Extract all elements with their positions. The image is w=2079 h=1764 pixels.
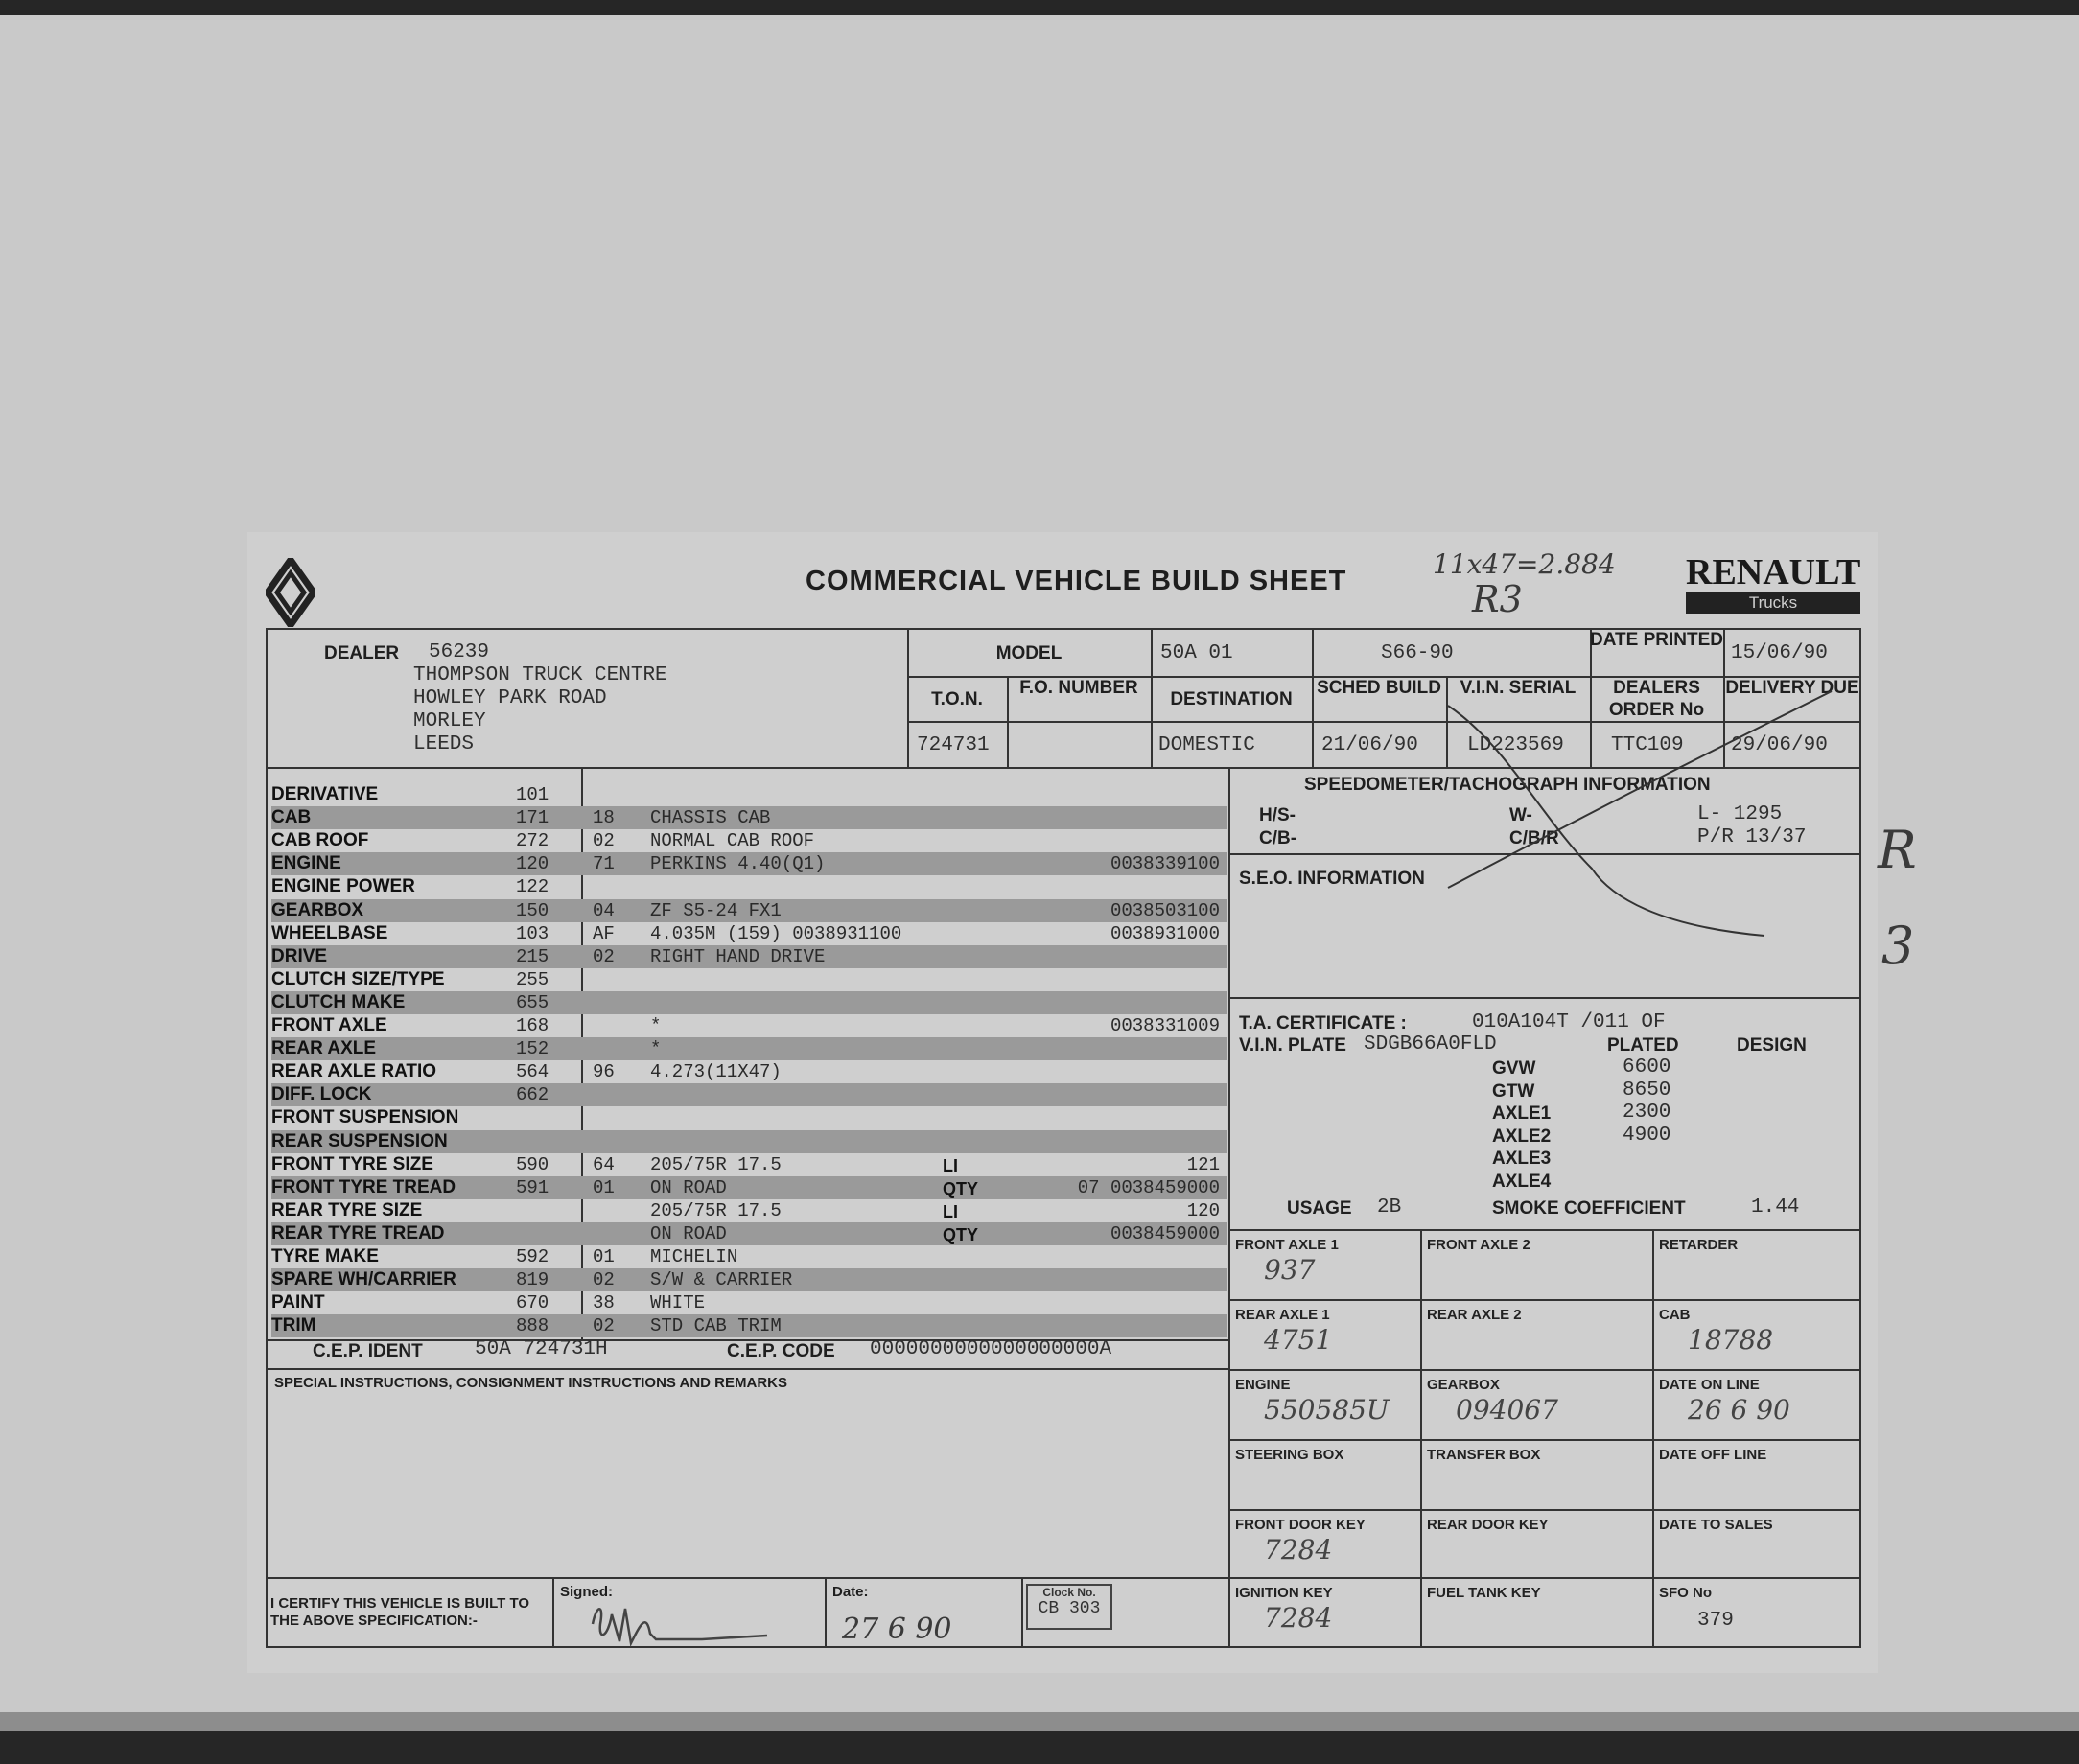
usage-label: USAGE [1287,1198,1352,1219]
spec-code: 120 [516,853,549,874]
spec-description: * [650,1015,662,1036]
smoke-coefficient-value: 1.44 [1751,1196,1800,1219]
spec-qty-label: QTY [943,1179,979,1198]
spec-row [271,1037,1227,1060]
spec-name: PAINT [271,1292,325,1312]
serial-grid-rule [1228,1299,1861,1301]
certify-top-rule [266,1577,1228,1579]
serial-cell-value: 379 [1697,1610,1734,1632]
dealer-line-1: THOMPSON TRUCK CENTRE [413,664,667,686]
spec-description: PERKINS 4.40(Q1) [650,853,826,874]
spec-description: MICHELIN [650,1246,738,1267]
spec-option: 01 [593,1246,615,1267]
model-label: MODEL [995,643,1063,663]
signed-date-value: 27 6 90 [842,1613,952,1646]
spec-row [271,829,1227,852]
spec-option: 71 [593,853,615,874]
speedo-pr: P/R 13/37 [1697,826,1807,848]
spec-name: ENGINE [271,853,341,873]
spec-description: 205/75R 17.5 [650,1154,782,1175]
spec-part-number: 0038459000 [1110,1223,1220,1244]
sched-build-value: 21/06/90 [1321,734,1418,756]
spec-code: 590 [516,1154,549,1175]
spec-row [271,1314,1227,1337]
cep-ident-value: 50A 724731H [475,1338,608,1360]
spec-name: GEARBOX [271,900,364,920]
spec-description: ZF S5-24 FX1 [650,900,782,921]
spec-code: 888 [516,1315,549,1336]
spec-code: 171 [516,807,549,828]
brand-name: RENAULT [1686,552,1861,592]
serial-cell-value: 094067 [1456,1394,1558,1426]
margin-note-3: 3 [1881,916,1915,976]
spec-name: DIFF. LOCK [271,1084,372,1104]
ta-weight-label: AXLE2 [1492,1126,1552,1147]
spec-right-divider [1228,767,1230,1648]
ta-weight-value: 6600 [1623,1056,1671,1079]
spec-row [271,875,1227,898]
spec-option: AF [593,923,615,944]
serial-cell-label: IGNITION KEY [1235,1585,1333,1601]
spec-row [271,1199,1227,1222]
spec-code: 819 [516,1269,549,1290]
signed-label: Signed: [560,1584,613,1600]
spec-row [271,922,1227,945]
spec-qty-label: LI [943,1156,958,1175]
spec-part-number: 0038931000 [1110,923,1220,944]
date-label: Date: [832,1584,869,1600]
scan-bottom-border [0,1731,2079,1764]
spec-row [271,783,1227,806]
vin-serial-value: LD223569 [1467,734,1564,756]
dealers-order-value: TTC109 [1611,734,1684,756]
handwritten-r3-note: R3 [1472,578,1523,620]
spec-description: 4.035M (159) 0038931100 [650,923,902,944]
serial-cell-label: REAR DOOR KEY [1427,1517,1549,1533]
ta-weight-value: 2300 [1623,1102,1671,1124]
sched-build-label: SCHED BUILD [1317,678,1441,698]
spec-part-number: 0038339100 [1110,853,1220,874]
spec-code: 103 [516,923,549,944]
spec-option: 96 [593,1061,615,1082]
ta-weight-value: 4900 [1623,1125,1671,1147]
serial-cell-label: FRONT AXLE 2 [1427,1237,1530,1253]
cep-ident-label: C.E.P. IDENT [313,1341,423,1361]
spec-name: DERIVATIVE [271,784,379,804]
spec-option: 18 [593,807,615,828]
clock-stamp [1026,1584,1112,1630]
spec-description: 205/75R 17.5 [650,1200,782,1221]
spec-row [271,1130,1227,1153]
serial-cell-label: DATE OFF LINE [1659,1447,1767,1463]
serial-cell-label: ENGINE [1235,1377,1291,1393]
ta-weight-label: AXLE1 [1492,1103,1552,1124]
spec-code: 564 [516,1061,549,1082]
spec-part-number: 121 [1186,1154,1220,1175]
spec-name: FRONT AXLE [271,1015,387,1035]
special-instructions-label: SPECIAL INSTRUCTIONS, CONSIGNMENT INSTRUCTIONS AND REMARKS [274,1375,788,1391]
ton-label: T.O.N. [931,689,983,709]
dealer-line-4: LEEDS [413,733,475,755]
destination-label: DESTINATION [1170,689,1293,709]
serial-cell-value: 18788 [1688,1324,1774,1356]
ta-certificate-label: T.A. CERTIFICATE : [1239,1013,1407,1033]
spec-part-number: 07 0038459000 [1077,1177,1220,1198]
vin-serial-label: V.I.N. SERIAL [1460,678,1577,698]
spec-option: 02 [593,1269,615,1290]
serial-grid-rule [1228,1439,1861,1441]
certify-text: I CERTIFY THIS VEHICLE IS BUILT TO THE ABOVE SPECIFICATION:- [270,1595,530,1629]
spec-name: REAR TYRE TREAD [271,1223,445,1243]
speedo-hs: H/S- [1259,805,1296,825]
spec-row [271,1106,1227,1129]
serial-cell-label: DATE TO SALES [1659,1517,1773,1533]
serial-cell-label: STEERING BOX [1235,1447,1344,1463]
spec-code: 670 [516,1292,549,1313]
spec-description: * [650,1038,662,1059]
scan-bottom-shadow [0,1712,2079,1731]
cep-code-value: 0000000000000000000A [870,1338,1112,1360]
clock-stamp-value: CB 303 [1038,1599,1101,1618]
serial-grid-divider [1652,1229,1654,1648]
ta-top-rule [1228,997,1861,999]
ta-weight-label: AXLE4 [1492,1172,1552,1192]
serial-cell-value: 550585U [1264,1394,1390,1426]
cep-code-label: C.E.P. CODE [727,1341,835,1361]
smoke-coefficient-label: SMOKE COEFFICIENT [1492,1198,1686,1219]
spec-description: CHASSIS CAB [650,807,771,828]
spec-part-number: 0038503100 [1110,900,1220,921]
spec-code: 272 [516,830,549,851]
ton-value: 724731 [917,734,990,756]
speedo-cb: C/B- [1259,828,1297,848]
spec-description: WHITE [650,1292,706,1313]
spec-name: FRONT TYRE TREAD [271,1177,456,1197]
spec-row [271,1222,1227,1245]
dealer-line-3: MORLEY [413,710,486,732]
spec-part-number: 0038331009 [1110,1015,1220,1036]
spec-name: CLUTCH MAKE [271,992,406,1012]
scan-top-border [0,0,2079,15]
speedo-title: SPEEDOMETER/TACHOGRAPH INFORMATION [1304,775,1711,795]
speedo-cbr: C/B/R [1509,828,1559,848]
spec-option: 01 [593,1177,615,1198]
vin-plate-label: V.I.N. PLATE [1239,1035,1346,1056]
serial-cell-label: FRONT DOOR KEY [1235,1517,1366,1533]
delivery-due-label: DELIVERY DUE [1725,678,1859,698]
serial-cell-label: FRONT AXLE 1 [1235,1237,1339,1253]
design-label: DESIGN [1737,1035,1807,1056]
dealer-label: DEALER [324,643,400,663]
serial-cell-label: DATE ON LINE [1659,1377,1760,1393]
renault-trucks-logo [1686,554,1860,614]
serial-cell-label: RETARDER [1659,1237,1739,1253]
speedo-w: W- [1509,805,1532,825]
spec-code: 168 [516,1015,549,1036]
date-printed-label: DATE PRINTED [1590,630,1723,650]
spec-description: ON ROAD [650,1223,727,1244]
usage-value: 2B [1377,1196,1402,1219]
spec-row [271,968,1227,991]
spec-description: ON ROAD [650,1177,727,1198]
seo-label: S.E.O. INFORMATION [1239,869,1425,889]
document-title: COMMERCIAL VEHICLE BUILD SHEET [806,566,1347,596]
margin-note-r: R [1878,820,1917,880]
serial-cell-value: 7284 [1264,1602,1333,1634]
ta-weight-label: GTW [1492,1081,1535,1102]
serial-cell-label: SFO No [1659,1585,1712,1601]
spec-row [271,1176,1227,1199]
spec-row [271,852,1227,875]
signature-mark [587,1595,769,1649]
signed-date-divider [825,1577,827,1648]
spec-option: 02 [593,830,615,851]
spec-row [271,1014,1227,1037]
spec-name: TRIM [271,1315,316,1335]
serial-cell-value: 4751 [1264,1324,1333,1356]
spec-option: 64 [593,1154,615,1175]
spec-name: FRONT TYRE SIZE [271,1154,433,1174]
spec-code: 122 [516,876,549,897]
date-printed-value: 15/06/90 [1731,642,1828,664]
serial-cell-label: TRANSFER BOX [1427,1447,1541,1463]
ta-certificate-value: 010A104T /011 OF [1472,1011,1666,1033]
delivery-due-value: 29/06/90 [1731,734,1828,756]
spec-name: REAR AXLE [271,1038,377,1058]
dealer-code: 56239 [429,641,490,663]
spec-row [271,1153,1227,1176]
handwritten-ratio-note: 11x47=2.884 [1433,548,1616,580]
spec-row [271,806,1227,829]
destination-value: DOMESTIC [1158,734,1255,756]
spec-name: FRONT SUSPENSION [271,1107,459,1127]
spec-code: 215 [516,946,549,967]
renault-diamond-icon [266,558,315,627]
serial-grid-rule [1228,1509,1861,1511]
spec-row [271,1060,1227,1083]
spec-name: REAR TYRE SIZE [271,1200,423,1220]
fo-number-label: F.O. NUMBER [1019,678,1138,698]
spec-name: ENGINE POWER [271,876,415,896]
handwritten-cross-out [1438,648,1841,955]
spec-code: 591 [516,1177,549,1198]
serial-cell-value: 7284 [1264,1534,1333,1566]
serial-cell-value: 26 6 90 [1688,1394,1790,1426]
spec-option: 02 [593,946,615,967]
spec-qty-label: QTY [943,1225,979,1244]
spec-row [271,945,1227,968]
spec-description: STD CAB TRIM [650,1315,782,1336]
spec-code: 655 [516,992,549,1013]
serial-grid-rule [1228,1229,1861,1231]
spec-option: 04 [593,900,615,921]
serial-grid-divider [1420,1229,1422,1648]
spec-name: CAB ROOF [271,830,369,850]
spec-code: 592 [516,1246,549,1267]
serial-cell-value: 937 [1264,1254,1316,1286]
speedo-l: L- 1295 [1697,803,1783,825]
spec-code: 152 [516,1038,549,1059]
spec-row [271,1291,1227,1314]
clock-stamp-label: Clock No. [1042,1586,1096,1599]
serial-cell-label: REAR AXLE 2 [1427,1307,1522,1323]
ta-weight-label: AXLE3 [1492,1149,1552,1169]
spec-row [271,1245,1227,1268]
spec-name: REAR SUSPENSION [271,1131,448,1151]
spec-code: 255 [516,969,549,990]
spec-name: CLUTCH SIZE/TYPE [271,969,445,989]
spec-row [271,1083,1227,1106]
spec-code: 662 [516,1084,549,1105]
spec-description: RIGHT HAND DRIVE [650,946,826,967]
spec-qty-label: LI [943,1202,958,1221]
serial-grid-rule [1228,1577,1861,1579]
date-stamp-divider [1021,1577,1023,1648]
spec-row [271,991,1227,1014]
spec-row [271,899,1227,922]
spec-row [271,1268,1227,1291]
plated-label: PLATED [1607,1035,1679,1056]
spec-code: 101 [516,784,549,805]
model-value: 50A 01 [1160,642,1233,664]
spec-description: S/W & CARRIER [650,1269,793,1290]
certify-signed-divider [552,1577,554,1648]
serial-grid-rule [1228,1369,1861,1371]
cep-bottom-rule [266,1368,1228,1370]
model-code: S66-90 [1381,642,1454,664]
dealer-line-2: HOWLEY PARK ROAD [413,687,607,709]
ta-weight-label: GVW [1492,1058,1536,1079]
spec-description: 4.273(11X47) [650,1061,782,1082]
serial-cell-label: CAB [1659,1307,1691,1323]
spec-name: REAR AXLE RATIO [271,1061,437,1081]
serial-cell-label: REAR AXLE 1 [1235,1307,1330,1323]
spec-code: 150 [516,900,549,921]
serial-cell-label: GEARBOX [1427,1377,1500,1393]
spec-name: WHEELBASE [271,923,388,943]
spec-option: 02 [593,1315,615,1336]
spec-option: 38 [593,1292,615,1313]
spec-name: CAB [271,807,312,827]
spec-part-number: 120 [1186,1200,1220,1221]
ta-weight-value: 8650 [1623,1079,1671,1102]
brand-sub: Trucks [1686,592,1860,614]
dealers-order-label: DEALERS ORDER No [1608,678,1705,720]
serial-cell-label: FUEL TANK KEY [1427,1585,1541,1601]
spec-description: NORMAL CAB ROOF [650,830,815,851]
vin-plate-value: SDGB66A0FLD [1364,1033,1497,1056]
spec-name: DRIVE [271,946,328,966]
spec-name: SPARE WH/CARRIER [271,1269,456,1289]
spec-name: TYRE MAKE [271,1246,379,1266]
